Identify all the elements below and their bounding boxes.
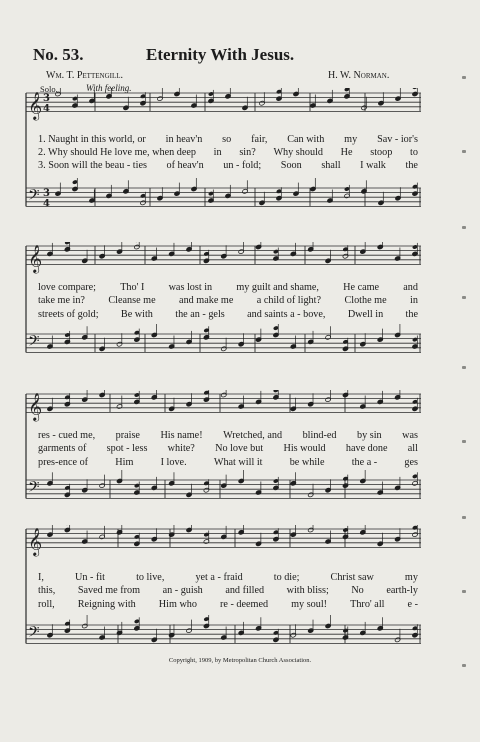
lyric-word: What will it (213, 457, 263, 468)
lyric-word: be while (289, 457, 325, 468)
lyric-word: in heav'n (165, 134, 203, 145)
bass-clef: 𝄢 (28, 186, 40, 208)
lyric-word: my guilt and shame, (236, 282, 319, 293)
lyric-word: Wretched, and (223, 430, 283, 441)
margin-mark (462, 440, 466, 443)
margin-mark (462, 150, 466, 153)
margin-mark (462, 226, 466, 229)
lyric-word: the (405, 309, 418, 320)
lyric-word: sin? (239, 147, 256, 158)
time-signature-top: 3 (43, 188, 50, 200)
lyric-word: I love. (160, 457, 187, 468)
lyric-word: the a - (351, 457, 378, 468)
lyric-word: my soul! (291, 599, 328, 610)
margin-mark (462, 76, 466, 79)
lyric-word: was lost in (168, 282, 213, 293)
lyric-word: stoop (370, 147, 393, 158)
lyric-word: He (340, 147, 353, 158)
music-system-1 (0, 88, 480, 218)
lyric-word: 2. Why should He love me, when deep (38, 147, 196, 158)
staff-notation-3 (0, 390, 480, 520)
music-system-4 (0, 525, 480, 655)
lyric-word: streets of gold; (38, 309, 99, 320)
lyric-word: His would (283, 443, 326, 454)
lyric-word: His name! (160, 430, 203, 441)
lyric-word: e - (407, 599, 418, 610)
lyric-word: 1. Naught in this world, or (38, 134, 146, 145)
lyric-word: the (405, 160, 418, 171)
lyric-word: un - fold; (223, 160, 262, 171)
lyric-word: with bliss; (286, 585, 329, 596)
lyric-word: of heav'n (166, 160, 204, 171)
time-signature-bottom: 4 (43, 198, 50, 210)
lyric-line-2 (38, 295, 418, 307)
treble-clef: 𝄞 (28, 392, 43, 421)
lyric-word: I walk (360, 160, 386, 171)
lyric-word: Be with (120, 309, 153, 320)
hymn-number: No. 53. (33, 45, 84, 64)
lyric-word: Sav - ior's (377, 134, 418, 145)
lyric-word: white? (167, 443, 195, 454)
copyright-notice: Copyright, 1909, by Metropolitan Church Association. (168, 657, 312, 664)
lyric-word: have done (345, 443, 388, 454)
lyric-word: earth-ly (386, 585, 418, 596)
lyric-word: Un - fit (75, 572, 106, 583)
lyric-word: spot - less (106, 443, 148, 454)
lyric-word: praise (115, 430, 140, 441)
margin-mark (462, 366, 466, 369)
lyricist-credit: Wm. T. Pettengill. (46, 70, 124, 81)
lyric-line-3 (38, 160, 418, 172)
bass-clef: 𝄢 (28, 332, 40, 354)
music-system-3 (0, 390, 480, 520)
bass-clef: 𝄢 (28, 478, 40, 500)
lyric-word: res - cued me, (38, 430, 96, 441)
treble-clef: 𝄞 (28, 527, 43, 556)
time-signature-top: 3 (43, 93, 50, 105)
lyric-word: love compare; (38, 282, 96, 293)
lyric-word: fair, (251, 134, 268, 145)
lyric-word: and saints a - bove, (247, 309, 326, 320)
lyric-line-1 (38, 134, 418, 146)
bass-clef: 𝄢 (28, 623, 40, 645)
lyric-word: Can with (287, 134, 325, 145)
lyric-word: Cleanse me (108, 295, 156, 306)
hymn-title: Eternity With Jesus. (146, 45, 295, 64)
lyric-word: 3. Soon will the beau - ties (38, 160, 147, 171)
composer-credit: H. W. Norman. (328, 70, 390, 81)
lyric-word: pres-ence of (38, 457, 89, 468)
lyric-word: Tho' I (120, 282, 145, 293)
lyric-word: Thro' all (350, 599, 385, 610)
lyric-word: garments of (38, 443, 87, 454)
lyric-word: and (403, 282, 418, 293)
lyric-word: so (222, 134, 232, 145)
expression-marking: With feeling. (86, 83, 132, 93)
lyric-line-3 (38, 457, 418, 469)
lyric-word: ges (404, 457, 418, 468)
solo-marking: Solo. (40, 84, 58, 94)
lyric-word: Dwell in (347, 309, 384, 320)
margin-mark (462, 590, 466, 593)
lyric-word: an - guish (162, 585, 203, 596)
lyric-line-1 (38, 572, 418, 584)
lyric-word: and filled (225, 585, 265, 596)
lyric-word: Christ saw (330, 572, 374, 583)
treble-clef: 𝄞 (28, 91, 43, 120)
lyric-word: and make me (179, 295, 234, 306)
lyric-word: I, (38, 572, 44, 583)
lyric-word: shall (321, 160, 341, 171)
lyric-word: in (410, 295, 418, 306)
lyric-word: in (213, 147, 222, 158)
lyric-word: Clothe me (344, 295, 387, 306)
lyric-word: re - deemed (220, 599, 269, 610)
staff-notation-2 (0, 242, 480, 372)
lyric-line-2 (38, 147, 418, 159)
margin-mark (462, 296, 466, 299)
lyric-word: take me in? (38, 295, 85, 306)
lyric-word: Saved me from (77, 585, 141, 596)
lyric-line-1 (38, 430, 418, 442)
lyric-line-2 (38, 443, 418, 455)
lyric-word: Soon (280, 160, 302, 171)
lyric-word: to live, (136, 572, 165, 583)
lyric-word: was (402, 430, 418, 441)
lyric-word: to die; (273, 572, 300, 583)
lyric-word: all (407, 443, 418, 454)
lyric-word: my (404, 572, 418, 583)
lyric-word: my (344, 134, 358, 145)
lyric-line-2 (38, 585, 418, 597)
lyric-word: No (351, 585, 364, 596)
lyric-line-3 (38, 309, 418, 321)
margin-mark (462, 664, 466, 667)
lyric-word: Him (115, 457, 134, 468)
music-system-2 (0, 242, 480, 372)
lyric-word: the an - gels (175, 309, 225, 320)
lyric-word: He came (343, 282, 380, 293)
lyric-word: to (410, 147, 418, 158)
lyric-line-3 (38, 599, 418, 611)
lyric-word: Why should (273, 147, 323, 158)
margin-mark (462, 516, 466, 519)
lyric-word: this, (38, 585, 56, 596)
time-signature-bottom: 4 (43, 103, 50, 115)
treble-clef: 𝄞 (28, 244, 43, 273)
lyric-word: Him who (158, 599, 197, 610)
lyric-line-1 (38, 282, 418, 294)
lyric-word: yet a - fraid (195, 572, 243, 583)
lyric-word: No love but (215, 443, 264, 454)
lyric-word: Reigning with (77, 599, 136, 610)
lyric-word: roll, (38, 599, 55, 610)
lyric-word: by sin (357, 430, 382, 441)
lyric-word: a child of light? (256, 295, 322, 306)
lyric-word: blind-ed (302, 430, 337, 441)
